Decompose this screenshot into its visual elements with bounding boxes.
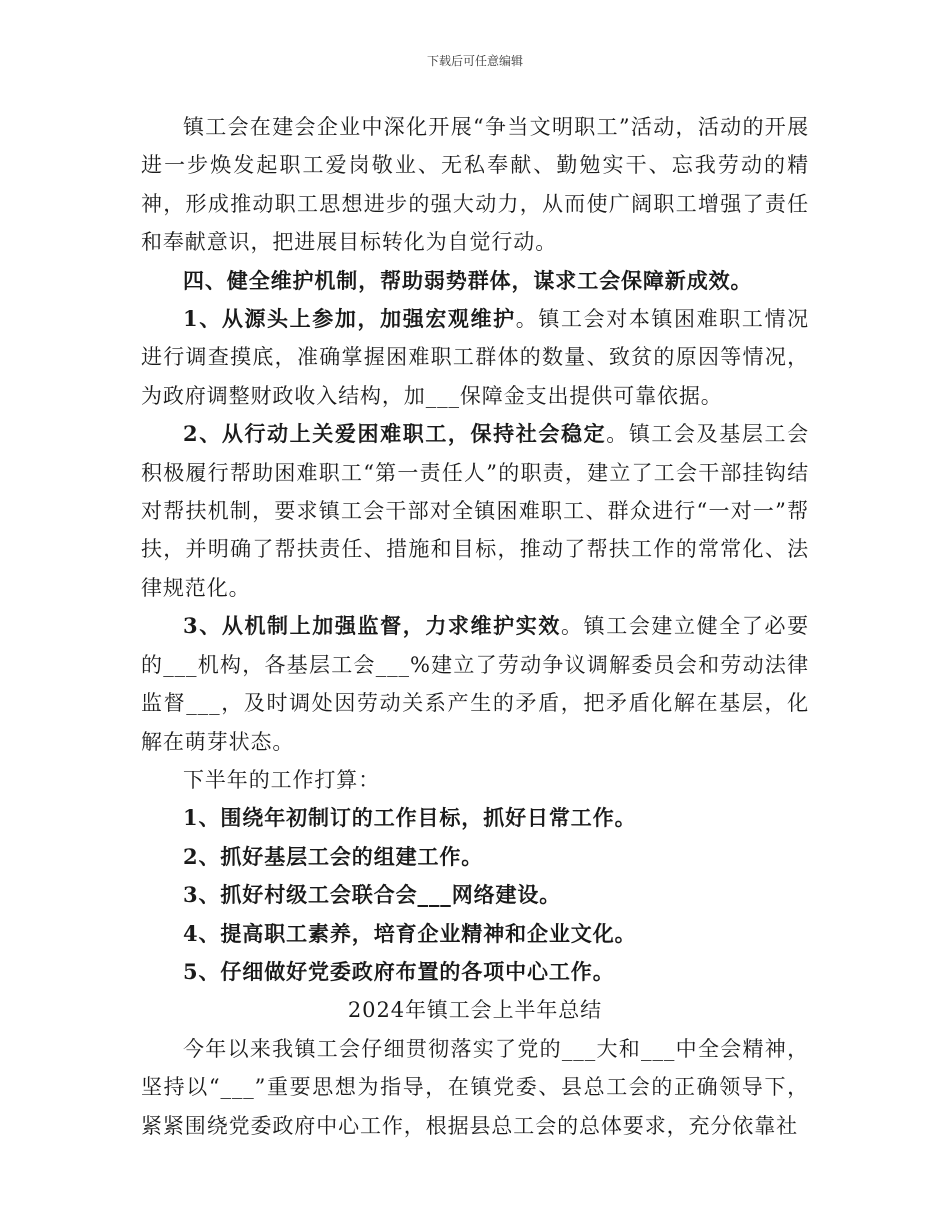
- paragraph-lead: 3、从机制上加强监督，力求维护实效: [183, 613, 561, 639]
- paragraph-lead: 2、从行动上关爱困难职工，保持社会稳定: [183, 421, 607, 447]
- plan-item: 1、围绕年初制订的工作目标，抓好日常工作。: [183, 805, 637, 831]
- plan-item: 2、抓好基层工会的组建工作。: [183, 843, 484, 869]
- plan-item: 5、仔细做好党委政府布置的各项中心工作。: [183, 958, 615, 984]
- paragraph-supervision-mechanism: [141, 607, 809, 761]
- document-title: 2024年镇工会上半年总结: [347, 998, 603, 1023]
- paragraph-source-participation: [141, 300, 809, 415]
- paragraph-civilized-workers: 镇工会在建会企业中深化开展“争当文明职工”活动，活动的开展进一步焕发起职工爱岗敬业、无私奉献、勤勉实干、忘我劳动的精神，形成推动职工思想进步的强大动力，从而使广阔职工增强了责任和奉献意识，把进展目标转化为自觉行动。: [141, 115, 809, 255]
- plan-item: 3、抓好村级工会联合会___网络建设。: [183, 882, 562, 908]
- page-header: 下载后可任意编辑: [426, 54, 523, 68]
- paragraph-body: 。镇工会对本镇困难职工情况进行调查摸底，准确掌握困难职工群体的数量、致贫的原因等情况，为政府调整财政收入结构，加___保障金支出提供可靠依据。: [141, 307, 809, 408]
- plan-intro: 下半年的工作打算：: [183, 767, 381, 792]
- paragraph-body: 。镇工会建立健全了必要的___机构，各基层工会___%建立了劳动争议调解委员会和劳动法律监督___，及时调处因劳动关系产生的矛盾，把矛盾化解在基层，化解在萌芽状态。: [141, 614, 809, 754]
- paragraph-body: 。镇工会及基层工会积极履行帮助困难职工“第一责任人”的职责，建立了工会干部挂钩结对帮扶机制，要求镇工会干部对全镇困难职工、群众进行“一对一”帮扶，并明确了帮扶责任、措施和目标，推动了帮扶工作的常常化、法律规范化。: [141, 422, 809, 600]
- paragraph-summary-intro: 今年以来我镇工会仔细贯彻落实了党的___大和___中全会精神，坚持以“___”重要思想为指导，在镇党委、县总工会的正确领导下，紧紧围绕党委政府中心工作，根据县总工会的总体要求，充分依靠社: [141, 1036, 809, 1138]
- paragraph-lead: 1、从源头上参加，加强宏观维护: [183, 306, 516, 332]
- document-body: [141, 108, 809, 1145]
- section-heading-4: 四、健全维护机制，帮助弱势群体，谋求工会保障新成效。: [183, 267, 753, 293]
- plan-item: 4、提高职工素养，培育企业精神和企业文化。: [183, 920, 637, 946]
- paragraph-care-for-workers: [141, 415, 809, 607]
